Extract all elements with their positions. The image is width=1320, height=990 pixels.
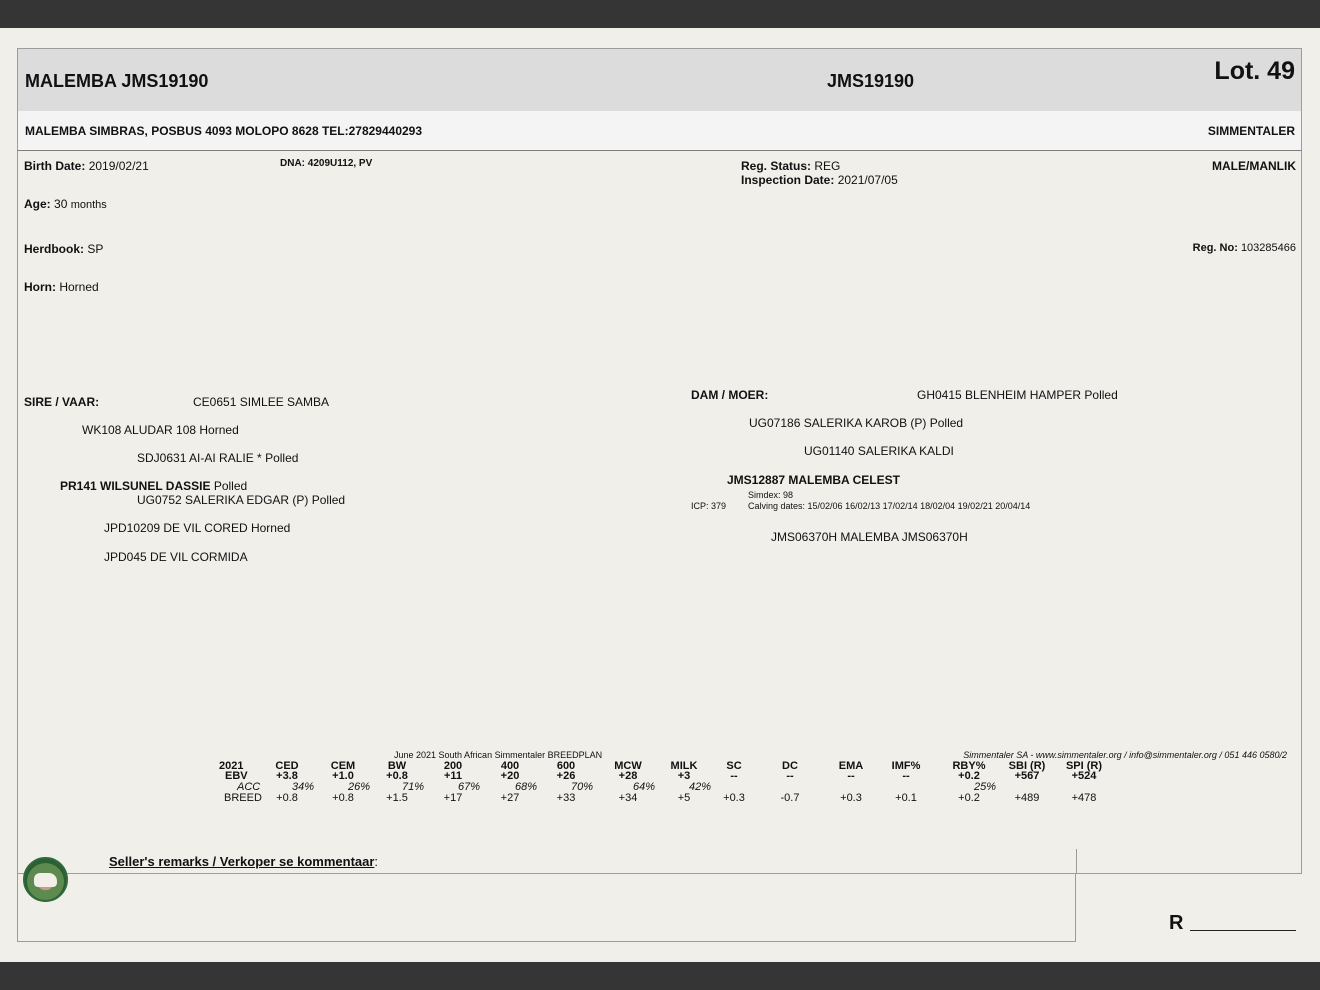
ebv-column-header: MILK [670, 760, 698, 772]
ebv-value: -- [730, 770, 738, 782]
acc-value: 71% [401, 781, 425, 793]
lot-number: Lot. 49 [1214, 57, 1295, 85]
breedplan-contact: Simmentaler SA - www.simmentaler.org / info@simmentaler.org / 051 446 0580/2 [963, 750, 1287, 760]
breed-value: +489 [1014, 792, 1040, 804]
calving-dates: Calving dates: 15/02/06 16/02/13 17/02/14 18/02/04 19/02/21 20/04/14 [748, 501, 1031, 511]
dam: JMS12887 MALEMBA CELEST [727, 473, 900, 487]
sire: CE0651 SIMLEE SAMBA [193, 395, 330, 409]
acc-value: 42% [688, 781, 712, 793]
ebv-value: +0.8 [386, 770, 408, 782]
ebv-column-header: 200 [443, 760, 463, 772]
ebv-value: +3.8 [276, 770, 298, 782]
ebv-value: +1.0 [332, 770, 354, 782]
breed-value: +0.8 [276, 792, 298, 804]
breed-value: +33 [556, 792, 576, 804]
ebv-column-header: BW [387, 760, 407, 772]
acc-value: 70% [570, 781, 594, 793]
owner-row [17, 111, 1302, 151]
dam-sire-sire: UG01140 SALERIKA KALDI [804, 444, 954, 458]
ebv-column-header: IMF% [891, 760, 921, 772]
ebv-value: +524 [1071, 770, 1097, 782]
simmentaler-logo-icon [23, 857, 68, 902]
dam-top: GH0415 BLENHEIM HAMPER Polled [917, 388, 1118, 402]
ebv-column-header: CED [275, 760, 299, 772]
sheet-header [17, 48, 1302, 112]
sire-sire-sire: SDJ0631 AI-AI RALIE * Polled [137, 451, 299, 465]
ebv-value: -- [786, 770, 794, 782]
breed-name: SIMMENTALER [1207, 124, 1295, 138]
breed-value: +17 [443, 792, 463, 804]
herdbook: Herdbook: SP [24, 242, 104, 256]
breedplan-title: June 2021 South African Simmentaler BREEDPLAN [394, 750, 603, 760]
ebv-value: +3 [677, 770, 691, 782]
ebv-column-header: SC [726, 760, 742, 772]
ebv-year: 2021 [219, 760, 244, 772]
breed-value: +5 [677, 792, 691, 804]
ebv-value: +567 [1014, 770, 1040, 782]
acc-value: 68% [514, 781, 538, 793]
reg-no: Reg. No: 103285466 [1192, 242, 1296, 254]
acc-value: 67% [457, 781, 481, 793]
breed-value: +34 [618, 792, 638, 804]
breed-value: +0.1 [895, 792, 917, 804]
owner-details: MALEMBA SIMBRAS, POSBUS 4093 MOLOPO 8628 TEL:27829440293 [25, 124, 423, 138]
price-prefix: R [1169, 912, 1184, 934]
seller-remarks: Seller's remarks / Verkoper se kommentaar: [109, 854, 379, 869]
sire-dam-dam: JPD045 DE VIL CORMIDA [104, 550, 248, 564]
sire-sire: WK108 ALUDAR 108 Horned [82, 423, 239, 437]
ebv-value: -- [902, 770, 910, 782]
sex: MALE/MANLIK [1212, 159, 1296, 173]
age: Age: 30 months [24, 197, 107, 211]
birth-date: Birth Date: 2019/02/21 [24, 159, 149, 173]
ebv-value: +28 [618, 770, 638, 782]
animal-id: JMS19190 [827, 71, 915, 91]
ebv-column-header: EMA [838, 760, 864, 772]
dam-dam: JMS06370H MALEMBA JMS06370H [771, 530, 968, 544]
breed-value: +0.8 [332, 792, 354, 804]
breed-value: +478 [1071, 792, 1097, 804]
ebv-column-header: MCW [614, 760, 642, 772]
ebv-column-header: SPI (R) [1065, 760, 1103, 772]
ebv-column-header: RBY% [952, 760, 986, 772]
ebv-value: +11 [443, 770, 463, 782]
sire-dam-dam-sire: JPD10209 DE VIL CORED Horned [104, 521, 291, 535]
dam-sire: UG07186 SALERIKA KAROB (P) Polled [749, 416, 964, 430]
top-bar [0, 0, 1320, 28]
acc-value: 34% [291, 781, 315, 793]
breed-value: +0.3 [723, 792, 745, 804]
acc-value: 64% [632, 781, 656, 793]
ebv-row-label: EBV [225, 770, 248, 782]
ebv-value: -- [847, 770, 855, 782]
inspection-date: Inspection Date: 2021/07/05 [741, 173, 898, 187]
acc-value: 26% [347, 781, 371, 793]
simdex: Simdex: 98 [748, 490, 794, 500]
ebv-column-header: 400 [500, 760, 520, 772]
ebv-value: +0.2 [958, 770, 980, 782]
reg-status: Reg. Status: REG [741, 159, 841, 173]
dna-info: DNA: 4209U112, PV [280, 158, 373, 169]
breed-value: +0.2 [958, 792, 980, 804]
sire-label: SIRE / VAAR: [24, 395, 100, 409]
dam-label: DAM / MOER: [691, 388, 769, 402]
horn: Horn: Horned [24, 280, 99, 294]
animal-name: MALEMBA JMS19190 [25, 71, 209, 91]
acc-value: 25% [973, 781, 997, 793]
ebv-column-header: DC [782, 760, 798, 772]
breed-value: -0.7 [780, 792, 800, 804]
bottom-bar [0, 962, 1320, 990]
ebv-value: +20 [500, 770, 520, 782]
ebv-column-header: 600 [556, 760, 576, 772]
breed-value: +27 [500, 792, 520, 804]
remarks-box [17, 874, 1076, 942]
ebv-column-header: SBI (R) [1008, 760, 1046, 772]
breed-value: +1.5 [386, 792, 408, 804]
ebv-value: +26 [556, 770, 576, 782]
price-line[interactable] [1190, 930, 1296, 931]
ebv-column-header: CEM [330, 760, 356, 772]
breed-row-label: BREED [224, 792, 262, 804]
remarks-box-edge [1076, 849, 1077, 874]
sire-dam-sire: UG0752 SALERIKA EDGAR (P) Polled [137, 493, 346, 507]
breed-value: +0.3 [840, 792, 862, 804]
sire-dam: PR141 WILSUNEL DASSIE Polled [60, 479, 248, 493]
icp: ICP: 379 [691, 501, 727, 511]
acc-row-label: ACC [237, 781, 261, 793]
